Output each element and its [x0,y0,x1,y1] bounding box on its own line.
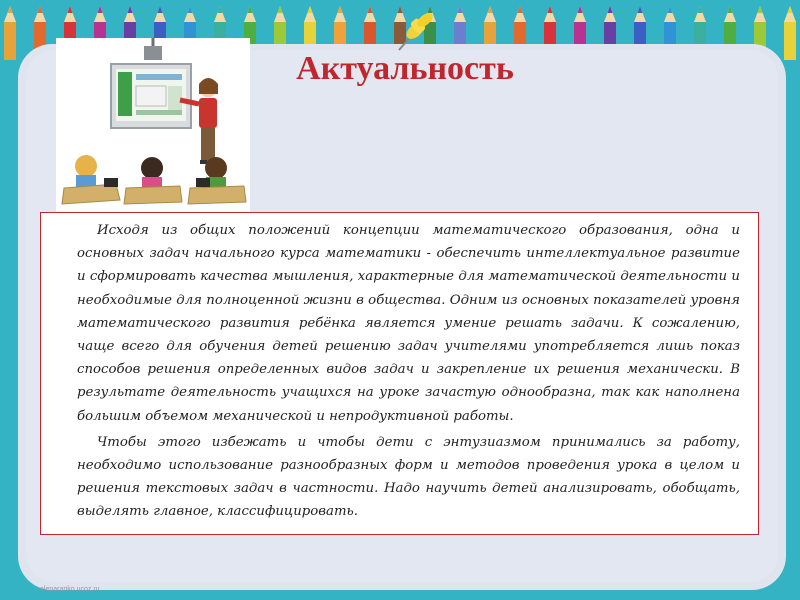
projector-icon [144,46,162,60]
paragraph-2: Чтобы этого избежать и чтобы дети с энтузиазмом принимались за работу, необходимо использование разнообразных форм и методов проведения урока в целом и решения текстовых задач в частности. Надо научить детей анализировать, обобщать, выделять главное, классифицировать. [77,434,740,520]
students-icon [62,155,246,204]
footer-credit: elenaranko.ucoz.ru [40,586,100,593]
paragraph-1: Исходя из общих положений концепции математического образования, одна и основных задач начального курса математики - обеспечить интеллектуальное развитие и сформировать качества мышления, характерные для математической деятельности и необходимые для полноценной жизни в общества. Одним из основных показателей уровня математического развития ребёнка является умение решать задачи. К сожалению, чаще всего для обучения детей решению задач учителями употребляется лишь показ способов решения определенных видов задач и закрепление их решения механически. В результате деятельность учащихся на уроке зачастую однообразна, так как наполнена большим объемом механической и непродуктивной работы. [77,223,740,424]
pencil-icon [4,6,16,60]
pencil-icon [784,6,796,60]
whiteboard-icon [111,64,191,128]
classroom-illustration [56,38,250,215]
slide-title: Актуальность [296,50,514,87]
text-box [40,212,759,535]
push-pin-icon [393,10,437,54]
